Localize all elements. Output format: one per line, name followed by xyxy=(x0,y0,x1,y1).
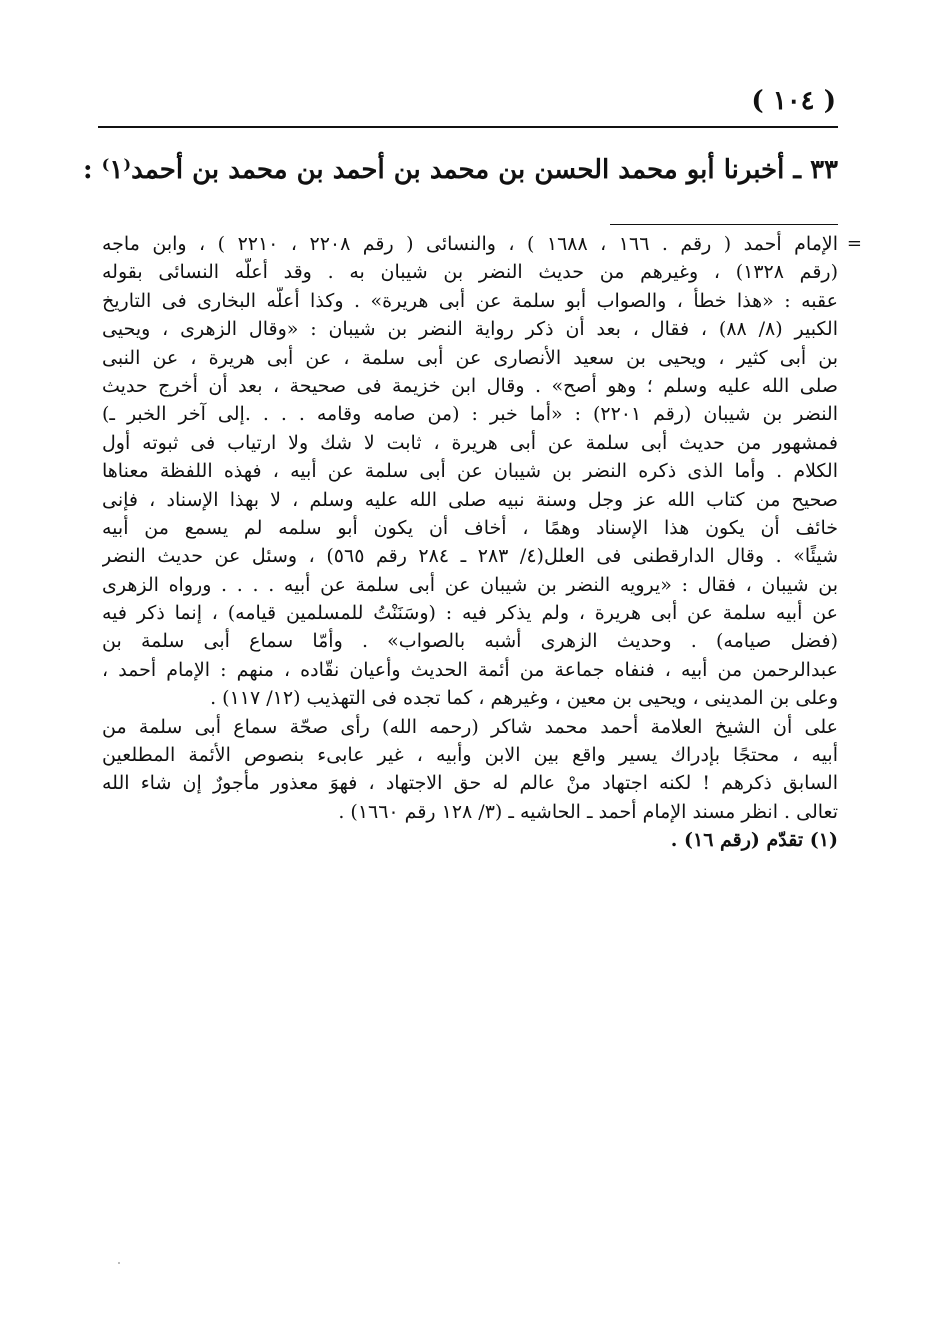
hadith-heading: ٣٣ ـ أخبرنا أبو محمد الحسن بن محمد بن أحمد بن محمد بن أحمد⁽١⁾ : xyxy=(82,155,838,185)
footnote-text xyxy=(102,230,838,855)
footnote-line: أبيه ، محتجًا بإدراك يسير واقع بين الابن وأبيه ، غير عابىء بنصوص الأئمة المطلعين xyxy=(102,744,838,767)
footnote-line: الإمام أحمد ( رقم . ١٦٦ ، ١٦٨٨ ) ، والنسائى ( رقم ٢٢٠٨ ، ٢٢١٠ ) ، وابن ماجه xyxy=(102,233,838,255)
footnote-line: الكبير (٨/ ٨٨) ، فقال ، بعد أن ذكر رواية النضر بن شيبان : «وقال الزهرى ، ويحيى xyxy=(102,318,838,341)
footnote-line: شيئًا» . وقال الدارقطنى فى العلل(٤/ ٢٨٣ ـ ٢٨٤ رقم ٥٦٥) ، وسئل عن حديث النضر xyxy=(102,545,838,568)
footnote-line: (فضل صيامه) . وحديث الزهرى أشبه بالصواب» . وأمّا سماع أبى سلمة بن xyxy=(102,630,838,653)
footnote-line: على أن الشيخ العلامة أحمد محمد شاكر (رحمه الله) رأى صحّة سماع أبى سلمة من xyxy=(102,715,838,738)
footnote-line: صحيح من كتاب الله عز وجل وسنة نبيه صلى الله عليه وسلم ، لا بهذا الإسناد ، فإنى xyxy=(102,488,838,511)
footnote-line: عبدالرحمن من أبيه ، فنفاه جماعة من أئمة الحديث وأعيان نقّاده ، منهم : الإمام أحمد ، xyxy=(102,658,838,681)
header-rule xyxy=(98,126,838,128)
scan-speck xyxy=(118,1262,120,1264)
footnote-line: فمشهور من حديث أبى سلمة عن أبى هريرة ، ثابت لا شك ولا ارتياب فى ثبوته أول xyxy=(102,431,838,454)
footnote-line: وعلى بن المدينى ، ويحيى بن معين ، وغيرهم ، كما تجده فى التهذيب (١٢/ ١١٧) . xyxy=(210,687,838,710)
footnote-line: بن أبى كثير ، ويحيى بن سعيد الأنصارى عن أبى سلمة ، عن أبى هريرة ، عن النبى xyxy=(102,346,838,369)
footnote-line: عقبه : «هذا خطأ ، والصواب أبو سلمة عن أبى هريرة» . وكذا أعلّه البخارى فى التاريخ xyxy=(102,289,838,312)
footnote-line: صلى الله عليه وسلم ؛ وهو أصح» . وقال ابن خزيمة فى صحيحة ، بعد أن أخرج حديث xyxy=(102,374,838,397)
footnote-line: خائف أن يكون هذا الإسناد وهمًا ، أخاف أن يكون أبو سلمه لم يسمع من أبيه xyxy=(102,516,838,539)
page-number: ( ١٠٤ ) xyxy=(751,86,836,116)
footnote-line: عن أبيه سلمة عن أبى هريرة ، ولم يذكر فيه : (وسَنَنْتُ للمسلمين قيامه) ، إنما ذكر فيه xyxy=(102,602,838,625)
footnote-line: تعالى . انظر مسند الإمام أحمد ـ الحاشيه ـ (٣/ ١٢٨ رقم ١٦٦٠) . xyxy=(338,800,838,823)
footnote-line: النضر بن شيبان (رقم ٢٢٠١) : «أما خبر : (من صامه وقامه . . . .إلى آخر الخبر ـ) xyxy=(102,403,838,426)
footnote-line: الكلام . وأما الذى ذكره النضر بن شيبان عن أبى سلمة عن أبيه ، فهذه اللفظة معناها xyxy=(102,460,838,483)
footnote-line: بن شيبان ، فقال : «يرويه النضر بن شيبان عن أبى سلمة عن أبيه . . . . ورواه الزهرى xyxy=(102,573,838,596)
footnote-line: السابق ذكرهم ! لكنه اجتهاد منْ عالم له حق الاجتهاد ، فهوَ معذور مأجورٌ إن شاء الله xyxy=(102,772,838,795)
footnote-line: (رقم ١٣٢٨) ، وغيرهم من حديث النضر بن شيبان به . وقد أعلّه النسائى بقوله xyxy=(102,261,838,284)
footnote-1: (١) تقدّم (رقم ١٦) . xyxy=(670,829,838,852)
footnote-separator xyxy=(610,224,838,225)
footnote-continuation-mark: = xyxy=(846,233,862,254)
